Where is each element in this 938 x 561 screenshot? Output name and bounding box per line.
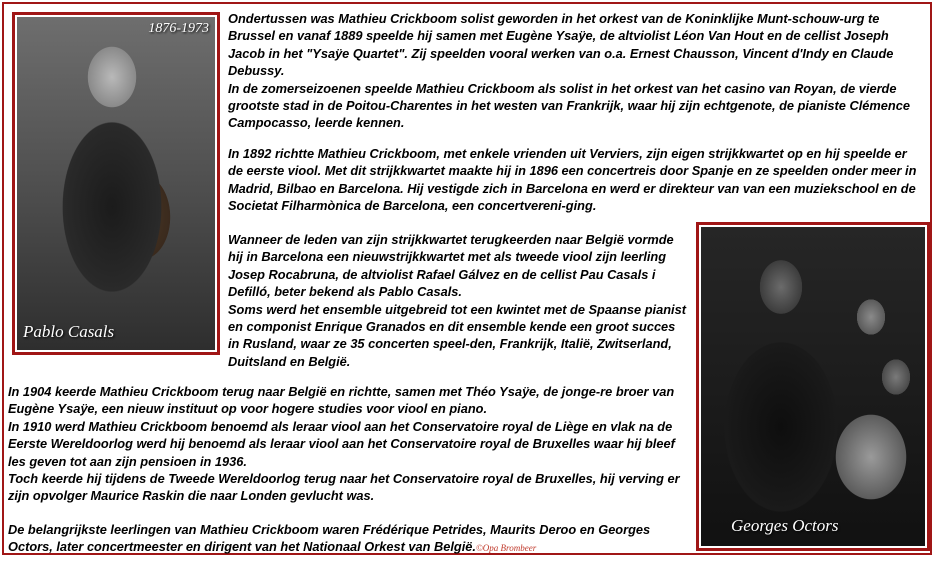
paragraph-text: Wanneer de leden van zijn strijkkwartet terugkeerden naar België vormde hij in Barcelona een nieuwstrijkkwartet met als tweede viool zijn leerling Josep Rocabruna, de altviolist Rafael Gálvez en de cellist Pau Casals i Defilló, beter bekend als Pablo Casals. Soms werd het ensemble uitgebreid tot een kwintet met de Spaanse pianist en componist Enrique Granados en dit ensemble kende een groot succes in Rusland, waar ze 35 concerten speel-den, Frankrijk, Italië, Zwitserland, Duitsland en België.: [228, 232, 686, 369]
paragraph-strijkkwartet: [228, 145, 920, 215]
paragraph-text: In 1904 keerde Mathieu Crickboom terug naar België en richtte, samen met Théo Ysaÿe, de jonge-re broer van Eugène Ysaÿe, een nieuw instituut op voor hogere studies voor viool en piano. In 1910 werd Mathieu Crickboom benoemd als leraar viool aan het Conservatoire royal de Liège en vlak na de Eerste Wereldoorlog werd hij benoemd als leraar viool aan het Conservatoire royal de Bruxelles waar hij bleef les geven tot aan zijn pensioen in 1936. Toch keerde hij tijdens de Tweede Wereldoorlog terug naar het Conservatoire royal de Bruxelles, hij verving er zijn opvolger Maurice Raskin die naar Londen gevlucht was.: [8, 384, 680, 504]
conductor-photo-icon: [701, 227, 925, 546]
paragraph-text: In 1892 richtte Mathieu Crickboom, met enkele vrienden uit Verviers, zijn eigen strijkkwartet op en hij speelde er de eerste viool. Met dit strijkkwartet maakte hij in 1896 een concertreis door Spanje en ze speelden onder meer in Madrid, Bilbao en Barcelona. Hij vestigde zich in Barcelona en werd er direkteur van van een muziekschool en de Societat Filharmònica de Barcelona, een concertvereni-ging.: [228, 146, 917, 214]
paragraph-text: Ondertussen was Mathieu Crickboom solist geworden in het orkest van de Koninklijke Munt-schouw-urg te Brussel en vanaf 1889 speelde hij samen met Eugène Ysaÿe, de altviolist Léon Van Hout en de cellist Joseph Jacob in het "Ysaÿe Quartet". Zij speelden vooral werken van o.a. Ernest Chausson, Vincent d'Indy en Claude Debussy. In de zomerseizoenen speelde Mathieu Crickboom als solist in het orkest van het casino van Royan, de vierde grootste stad in de Poitou-Charentes in het westen van Frankrijk, waar hij zijn echtgenote, de pianiste Clémence Campocasso, leerde kennen.: [228, 11, 910, 131]
life-years: 1876-1973: [148, 21, 209, 36]
paragraph-munt: [228, 10, 928, 132]
photo-caption-octors: Georges Octors: [731, 516, 839, 535]
photo-caption-casals: Pablo Casals: [23, 322, 115, 341]
paragraph-barcelona: [228, 231, 690, 370]
pablo-casals-photo: [12, 12, 220, 355]
paragraph-leerlingen: [8, 521, 692, 558]
paragraph-text: De belangrijkste leerlingen van Mathieu Crickboom waren Frédérique Petrides, Maurits Deroo en Georges Octors, later concertmeester en dirigent van het Nationaal Orkest van België.: [8, 522, 651, 555]
georges-octors-photo: [696, 222, 930, 551]
copyright-mark: ©Opa Brombeer: [475, 543, 537, 554]
paragraph-belgie: [8, 383, 692, 505]
cellist-photo-icon: [17, 17, 215, 350]
